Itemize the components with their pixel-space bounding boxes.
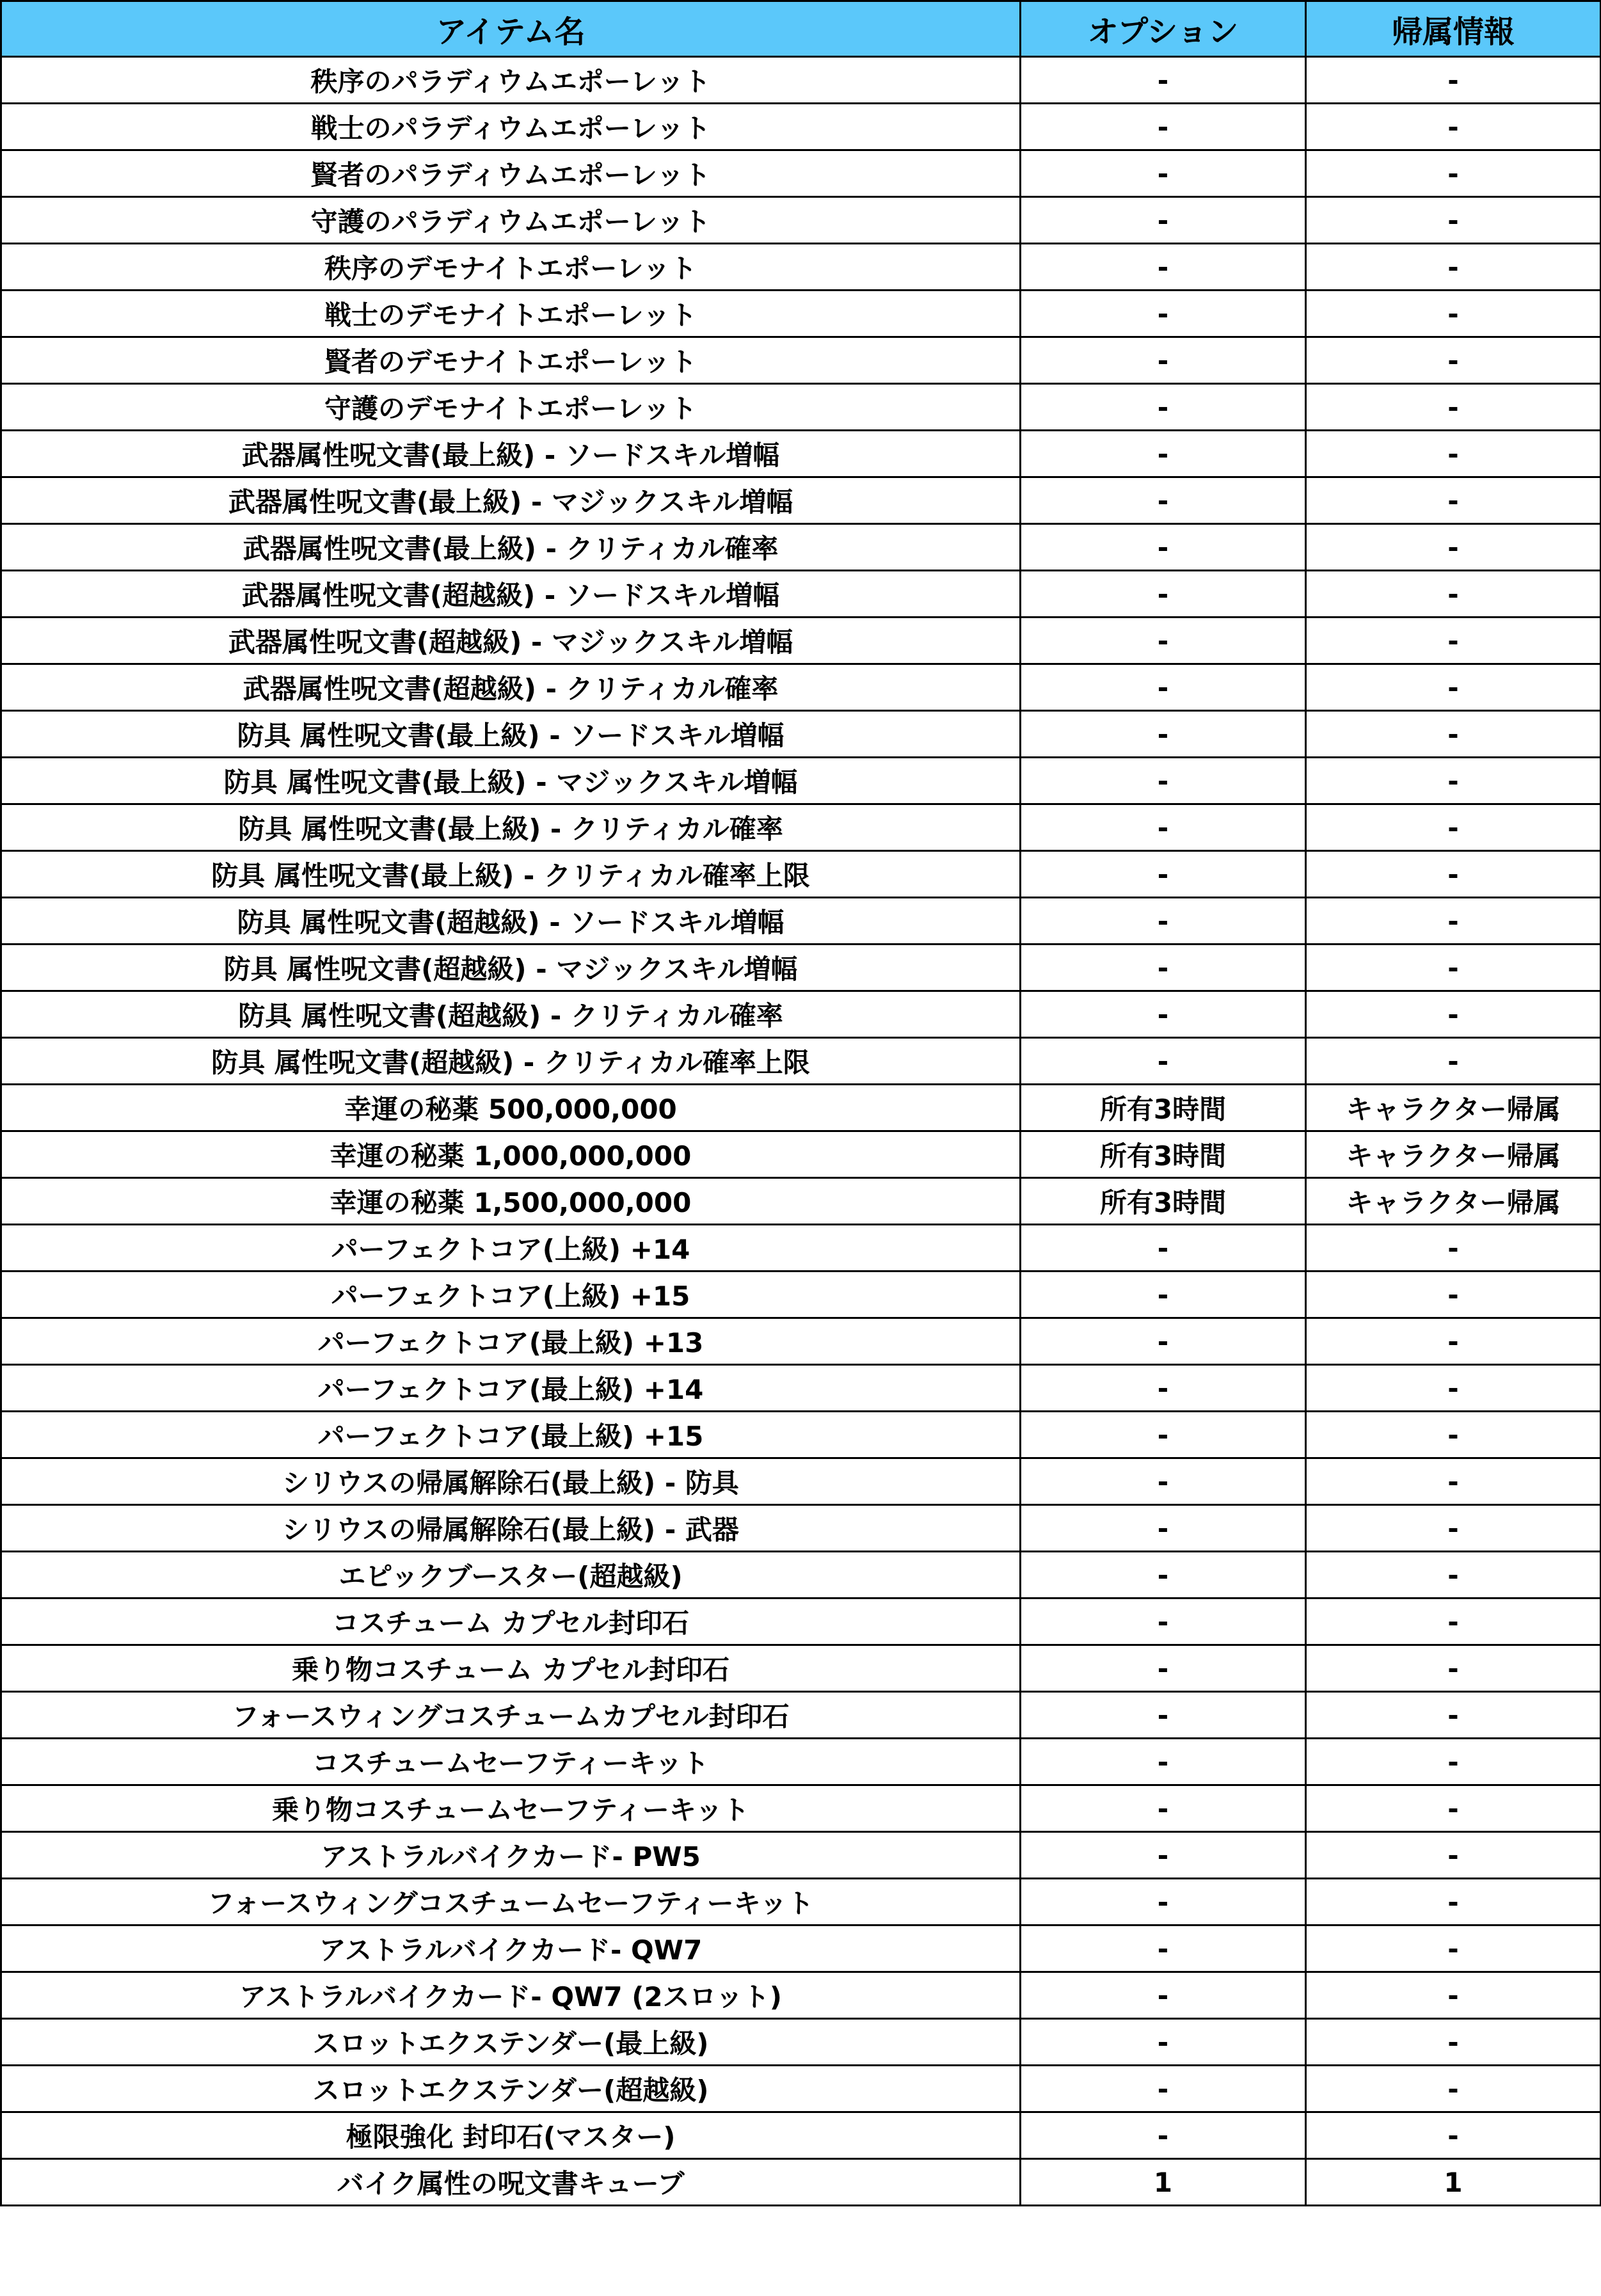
table-row <box>1 1739 1601 1785</box>
table-row <box>1 1085 1601 1131</box>
binding-info-cell: - <box>1306 524 1601 571</box>
table-row <box>1 898 1601 945</box>
table-row <box>1 1552 1601 1598</box>
item-name-cell: 守護のデモナイトエポーレット <box>1 384 1021 431</box>
binding-info-cell: - <box>1306 991 1601 1038</box>
option-cell: - <box>1021 1038 1306 1085</box>
item-name-cell: シリウスの帰属解除石(最上級) - 武器 <box>1 1505 1021 1552</box>
table-row <box>1 945 1601 991</box>
binding-info-cell: 1 <box>1306 2159 1601 2206</box>
option-cell: - <box>1021 1365 1306 1412</box>
table-row <box>1 1038 1601 1085</box>
item-name-cell: 武器属性呪文書(超越級) - クリティカル確率 <box>1 664 1021 711</box>
item-name-cell: フォースウィングコスチュームセーフティーキット <box>1 1879 1021 1925</box>
item-name-cell: 賢者のパラディウムエポーレット <box>1 150 1021 197</box>
binding-info-cell: - <box>1306 1365 1601 1412</box>
table-row <box>1 2066 1601 2112</box>
table-row <box>1 244 1601 291</box>
table-row <box>1 1785 1601 1832</box>
option-cell: - <box>1021 1598 1306 1645</box>
binding-info-cell: - <box>1306 1038 1601 1085</box>
binding-info-cell: - <box>1306 1272 1601 1318</box>
item-name-cell: 幸運の秘薬 1,500,000,000 <box>1 1178 1021 1225</box>
table-row <box>1 1505 1601 1552</box>
binding-info-cell: - <box>1306 384 1601 431</box>
binding-info-cell: - <box>1306 337 1601 384</box>
binding-info-cell: - <box>1306 1832 1601 1879</box>
option-cell: 1 <box>1021 2159 1306 2206</box>
binding-info-cell: キャラクター帰属 <box>1306 1178 1601 1225</box>
table-row <box>1 1879 1601 1925</box>
option-cell: 所有3時間 <box>1021 1085 1306 1131</box>
binding-info-cell: - <box>1306 1318 1601 1365</box>
option-cell: - <box>1021 1458 1306 1505</box>
item-name-cell: 武器属性呪文書(超越級) - マジックスキル増幅 <box>1 618 1021 664</box>
table-body <box>1 57 1601 2206</box>
item-name-cell: コスチューム カプセル封印石 <box>1 1598 1021 1645</box>
option-cell: - <box>1021 104 1306 150</box>
table-row <box>1 2159 1601 2206</box>
binding-info-cell: - <box>1306 711 1601 758</box>
binding-info-cell: - <box>1306 1225 1601 1272</box>
item-name-cell: 防具 属性呪文書(最上級) - ソードスキル増幅 <box>1 711 1021 758</box>
table-row <box>1 1318 1601 1365</box>
option-cell: - <box>1021 618 1306 664</box>
item-name-cell: 防具 属性呪文書(超越級) - クリティカル確率上限 <box>1 1038 1021 1085</box>
binding-info-cell: - <box>1306 1412 1601 1458</box>
table-row <box>1 804 1601 851</box>
option-cell: - <box>1021 150 1306 197</box>
binding-info-cell: - <box>1306 664 1601 711</box>
item-name-cell: バイク属性の呪文書キューブ <box>1 2159 1021 2206</box>
option-cell: - <box>1021 524 1306 571</box>
table-row <box>1 1645 1601 1692</box>
item-name-cell: スロットエクステンダー(超越級) <box>1 2066 1021 2112</box>
item-name-cell: 乗り物コスチュームセーフティーキット <box>1 1785 1021 1832</box>
option-cell: - <box>1021 477 1306 524</box>
item-name-cell: 防具 属性呪文書(最上級) - クリティカル確率 <box>1 804 1021 851</box>
option-cell: - <box>1021 197 1306 244</box>
header-item-name: アイテム名 <box>1 1 1021 57</box>
option-cell: - <box>1021 571 1306 618</box>
option-cell: - <box>1021 711 1306 758</box>
option-cell: - <box>1021 1225 1306 1272</box>
item-name-cell: 賢者のデモナイトエポーレット <box>1 337 1021 384</box>
item-name-cell: アストラルバイクカード- PW5 <box>1 1832 1021 1879</box>
table-row <box>1 477 1601 524</box>
option-cell: - <box>1021 291 1306 337</box>
item-name-cell: 戦士のデモナイトエポーレット <box>1 291 1021 337</box>
binding-info-cell: - <box>1306 1785 1601 1832</box>
binding-info-cell: - <box>1306 1645 1601 1692</box>
table-row <box>1 2112 1601 2159</box>
option-cell: - <box>1021 1692 1306 1739</box>
option-cell: - <box>1021 898 1306 945</box>
item-name-cell: 武器属性呪文書(最上級) - クリティカル確率 <box>1 524 1021 571</box>
binding-info-cell: - <box>1306 1692 1601 1739</box>
option-cell: - <box>1021 851 1306 898</box>
option-cell: - <box>1021 1505 1306 1552</box>
option-cell: - <box>1021 1879 1306 1925</box>
table-row <box>1 431 1601 477</box>
binding-info-cell: キャラクター帰属 <box>1306 1085 1601 1131</box>
table-row <box>1 1225 1601 1272</box>
binding-info-cell: - <box>1306 2112 1601 2159</box>
table-row <box>1 337 1601 384</box>
option-cell: - <box>1021 2019 1306 2066</box>
option-cell: - <box>1021 1785 1306 1832</box>
item-name-cell: エピックブースター(超越級) <box>1 1552 1021 1598</box>
table-row <box>1 1131 1601 1178</box>
item-name-cell: アストラルバイクカード- QW7 <box>1 1925 1021 1972</box>
binding-info-cell: - <box>1306 57 1601 104</box>
option-cell: - <box>1021 1972 1306 2019</box>
item-name-cell: 守護のパラディウムエポーレット <box>1 197 1021 244</box>
binding-info-cell: - <box>1306 1972 1601 2019</box>
option-cell: - <box>1021 1272 1306 1318</box>
table-row <box>1 57 1601 104</box>
table-row <box>1 2019 1601 2066</box>
item-name-cell: 武器属性呪文書(最上級) - ソードスキル増幅 <box>1 431 1021 477</box>
binding-info-cell: - <box>1306 244 1601 291</box>
item-name-cell: パーフェクトコア(上級) +15 <box>1 1272 1021 1318</box>
binding-info-cell: - <box>1306 945 1601 991</box>
item-name-cell: 防具 属性呪文書(超越級) - マジックスキル増幅 <box>1 945 1021 991</box>
option-cell: - <box>1021 2112 1306 2159</box>
binding-info-cell: - <box>1306 1925 1601 1972</box>
table-row <box>1 1598 1601 1645</box>
binding-info-cell: - <box>1306 2019 1601 2066</box>
option-cell: - <box>1021 1925 1306 1972</box>
item-name-cell: パーフェクトコア(最上級) +15 <box>1 1412 1021 1458</box>
item-name-cell: 武器属性呪文書(最上級) - マジックスキル増幅 <box>1 477 1021 524</box>
table-row <box>1 104 1601 150</box>
table-row <box>1 1692 1601 1739</box>
table-row <box>1 1458 1601 1505</box>
table-row <box>1 1972 1601 2019</box>
table-row <box>1 991 1601 1038</box>
item-name-cell: コスチュームセーフティーキット <box>1 1739 1021 1785</box>
table-row <box>1 1412 1601 1458</box>
table-row <box>1 851 1601 898</box>
table-row <box>1 291 1601 337</box>
option-cell: - <box>1021 1645 1306 1692</box>
item-name-cell: パーフェクトコア(上級) +14 <box>1 1225 1021 1272</box>
header-option: オプション <box>1021 1 1306 57</box>
table-row <box>1 1272 1601 1318</box>
binding-info-cell: - <box>1306 1879 1601 1925</box>
binding-info-cell: - <box>1306 1739 1601 1785</box>
binding-info-cell: - <box>1306 1598 1601 1645</box>
header-binding-info: 帰属情報 <box>1306 1 1601 57</box>
option-cell: - <box>1021 1739 1306 1785</box>
option-cell: - <box>1021 2066 1306 2112</box>
item-name-cell: パーフェクトコア(最上級) +14 <box>1 1365 1021 1412</box>
item-name-cell: パーフェクトコア(最上級) +13 <box>1 1318 1021 1365</box>
table-row <box>1 618 1601 664</box>
item-name-cell: 幸運の秘薬 1,000,000,000 <box>1 1131 1021 1178</box>
option-cell: - <box>1021 804 1306 851</box>
option-cell: - <box>1021 337 1306 384</box>
item-name-cell: 戦士のパラディウムエポーレット <box>1 104 1021 150</box>
item-name-cell: 秩序のデモナイトエポーレット <box>1 244 1021 291</box>
binding-info-cell: - <box>1306 197 1601 244</box>
item-name-cell: フォースウィングコスチュームカプセル封印石 <box>1 1692 1021 1739</box>
item-name-cell: 防具 属性呪文書(超越級) - クリティカル確率 <box>1 991 1021 1038</box>
binding-info-cell: - <box>1306 1505 1601 1552</box>
table-row <box>1 1365 1601 1412</box>
option-cell: 所有3時間 <box>1021 1131 1306 1178</box>
table-row <box>1 711 1601 758</box>
table-row <box>1 197 1601 244</box>
binding-info-cell: - <box>1306 1552 1601 1598</box>
table-row <box>1 664 1601 711</box>
table-row <box>1 150 1601 197</box>
binding-info-cell: - <box>1306 1458 1601 1505</box>
option-cell: - <box>1021 57 1306 104</box>
table-row <box>1 384 1601 431</box>
item-name-cell: 防具 属性呪文書(最上級) - クリティカル確率上限 <box>1 851 1021 898</box>
option-cell: - <box>1021 1318 1306 1365</box>
binding-info-cell: - <box>1306 2066 1601 2112</box>
item-name-cell: シリウスの帰属解除石(最上級) - 防具 <box>1 1458 1021 1505</box>
binding-info-cell: - <box>1306 571 1601 618</box>
option-cell: - <box>1021 758 1306 804</box>
option-cell: 所有3時間 <box>1021 1178 1306 1225</box>
item-name-cell: 極限強化 封印石(マスター) <box>1 2112 1021 2159</box>
binding-info-cell: - <box>1306 291 1601 337</box>
item-name-cell: 幸運の秘薬 500,000,000 <box>1 1085 1021 1131</box>
option-cell: - <box>1021 384 1306 431</box>
binding-info-cell: - <box>1306 431 1601 477</box>
item-name-cell: スロットエクステンダー(最上級) <box>1 2019 1021 2066</box>
option-cell: - <box>1021 991 1306 1038</box>
table-row <box>1 571 1601 618</box>
binding-info-cell: - <box>1306 804 1601 851</box>
binding-info-cell: - <box>1306 150 1601 197</box>
binding-info-cell: - <box>1306 851 1601 898</box>
item-name-cell: 乗り物コスチューム カプセル封印石 <box>1 1645 1021 1692</box>
option-cell: - <box>1021 244 1306 291</box>
binding-info-cell: - <box>1306 477 1601 524</box>
table-row <box>1 1832 1601 1879</box>
option-cell: - <box>1021 1552 1306 1598</box>
option-cell: - <box>1021 1412 1306 1458</box>
option-cell: - <box>1021 431 1306 477</box>
table-row <box>1 524 1601 571</box>
binding-info-cell: - <box>1306 104 1601 150</box>
option-cell: - <box>1021 664 1306 711</box>
table-row <box>1 758 1601 804</box>
binding-info-cell: キャラクター帰属 <box>1306 1131 1601 1178</box>
item-name-cell: 防具 属性呪文書(最上級) - マジックスキル増幅 <box>1 758 1021 804</box>
item-name-cell: 防具 属性呪文書(超越級) - ソードスキル増幅 <box>1 898 1021 945</box>
item-name-cell: 秩序のパラディウムエポーレット <box>1 57 1021 104</box>
binding-info-cell: - <box>1306 898 1601 945</box>
option-cell: - <box>1021 1832 1306 1879</box>
binding-info-cell: - <box>1306 618 1601 664</box>
item-name-cell: 武器属性呪文書(超越級) - ソードスキル増幅 <box>1 571 1021 618</box>
table-row <box>1 1178 1601 1225</box>
header-row <box>1 1 1601 57</box>
item-name-cell: アストラルバイクカード- QW7 (2スロット) <box>1 1972 1021 2019</box>
binding-info-cell: - <box>1306 758 1601 804</box>
table-row <box>1 1925 1601 1972</box>
option-cell: - <box>1021 945 1306 991</box>
